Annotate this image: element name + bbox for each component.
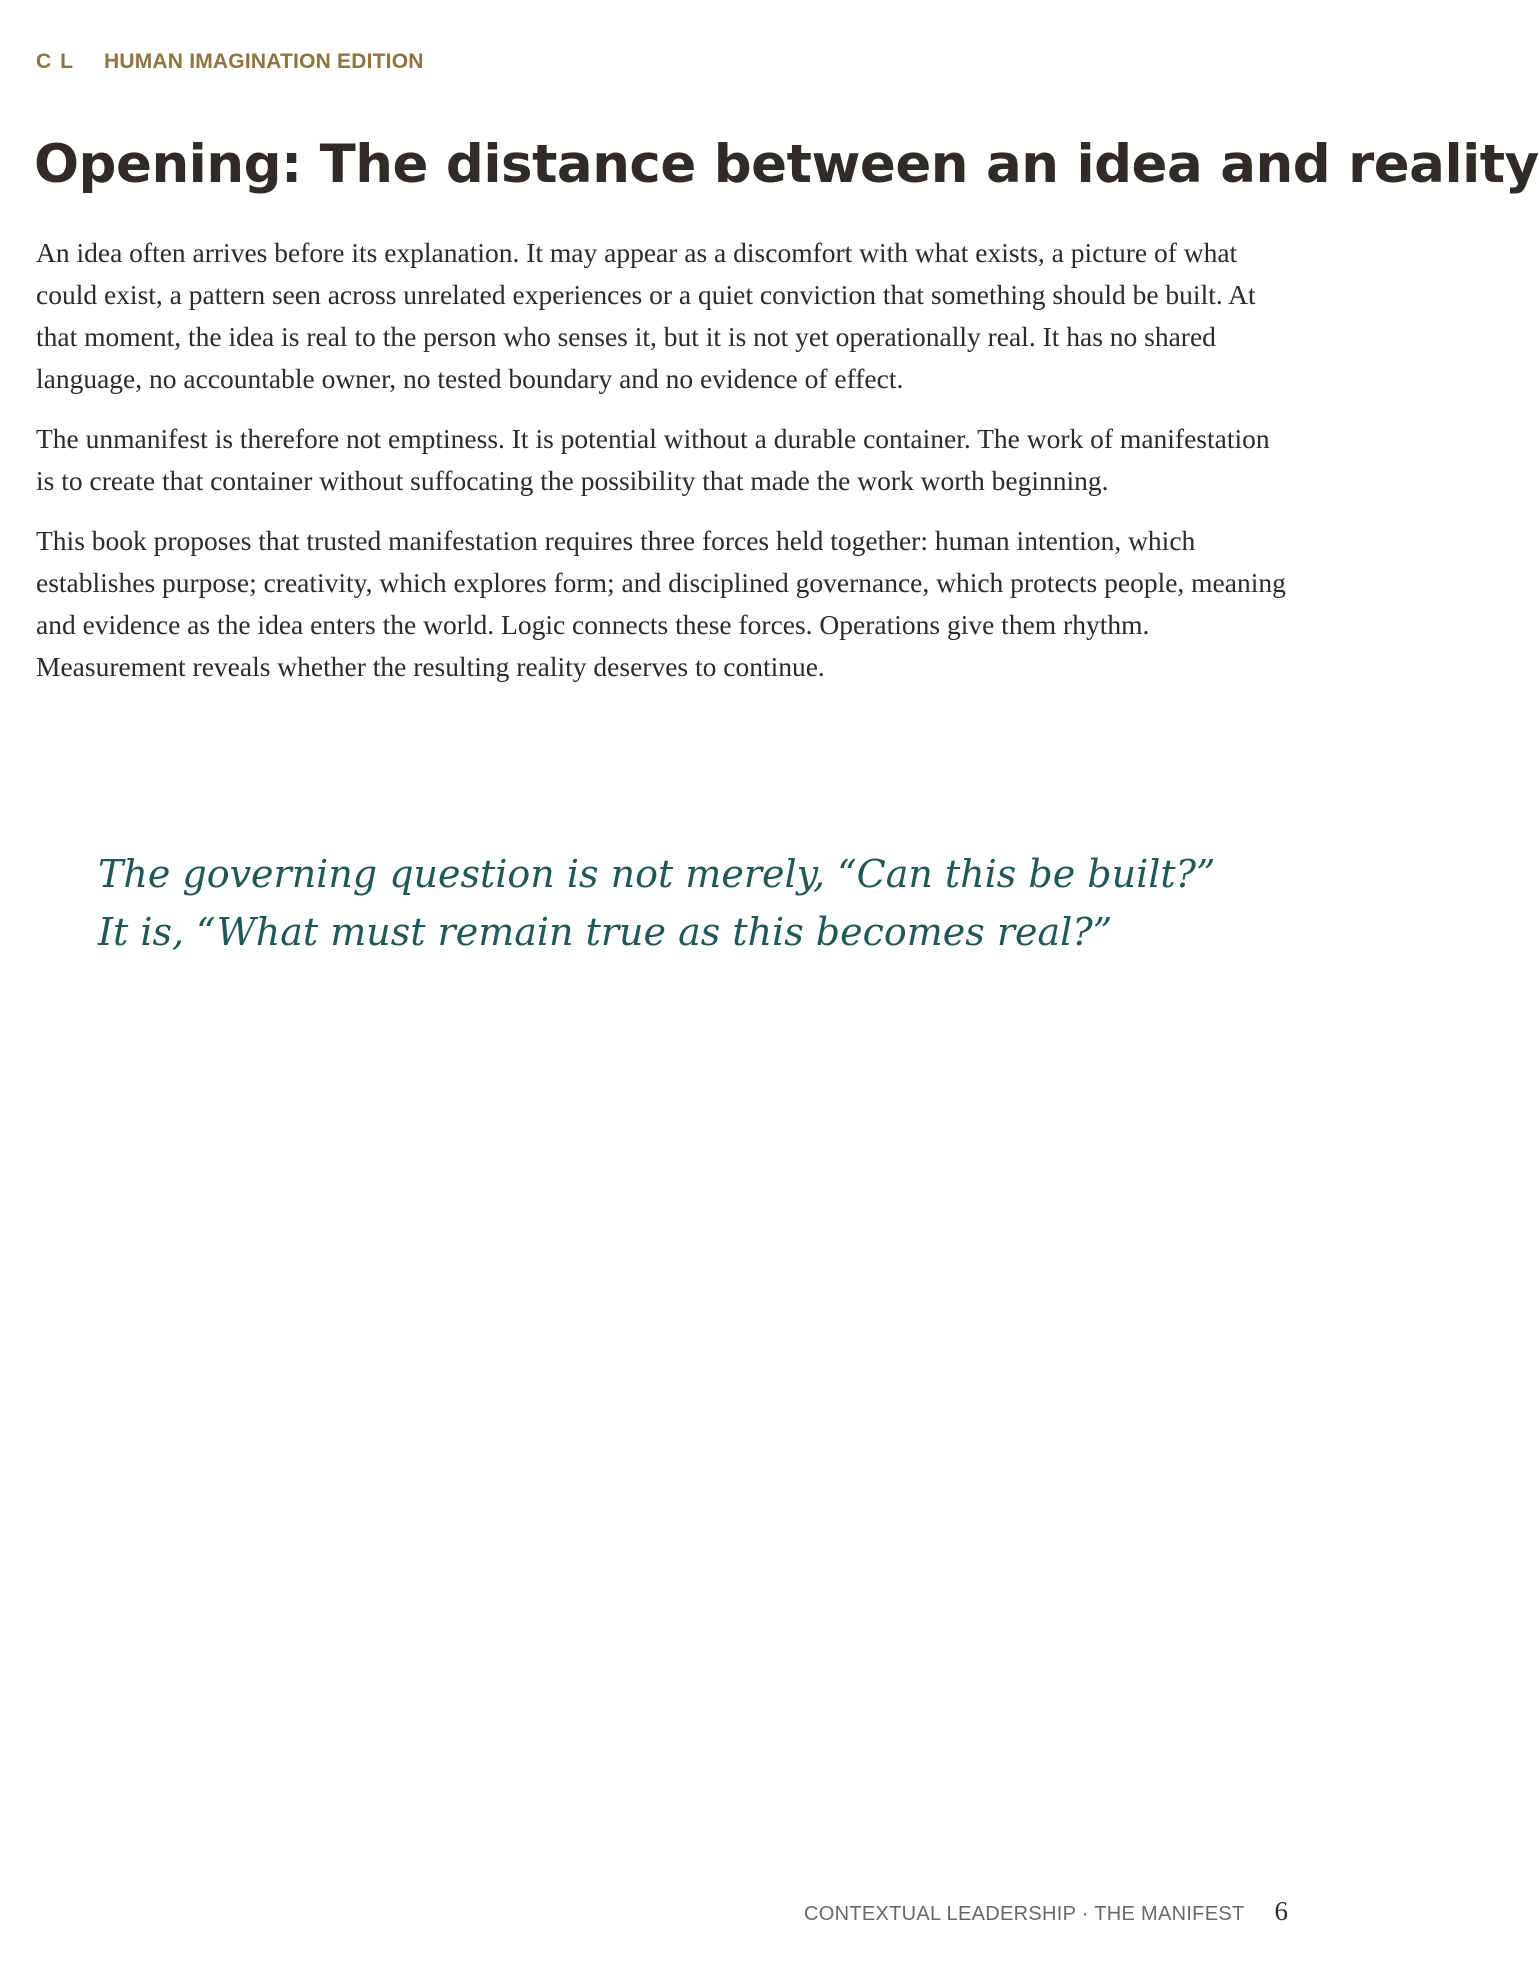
page-number: 6 — [1274, 1896, 1288, 1926]
paragraph: The unmanifest is therefore not emptiness. It is potential without a durable container. The work of manifestation is to create that container without suffocating the possibility that made the work worth beginning. — [36, 423, 1270, 496]
running-footer — [804, 1896, 1288, 1927]
brand-mark: CL — [36, 50, 82, 73]
edition-label: HUMAN IMAGINATION EDITION — [104, 50, 424, 73]
chapter-title: Opening: The distance between an idea and reality — [34, 134, 1539, 195]
running-header — [36, 50, 424, 74]
body-text — [36, 232, 1288, 706]
running-title: CONTEXTUAL LEADERSHIP · THE MANIFEST — [803, 1903, 1245, 1925]
paragraph: An idea often arrives before its explanation. It may appear as a discomfort with what exists, a picture of what could exist, a pattern seen across unrelated experiences or a quiet conviction that something should be built. At that moment, the idea is real to the person who senses it, but it is not yet operationally real. It has no shared language, no accountable owner, no tested boundary and no evidence of effect. — [36, 237, 1256, 394]
paragraph: This book proposes that trusted manifestation requires three forces held together: human intention, which establishes purpose; creativity, which explores form; and disciplined governance, which protects people, meaning and evidence as the idea enters the world. Logic connects these forces. Operations give them rhythm. Measurement reveals whether the resulting reality deserves to continue. — [36, 525, 1286, 682]
pull-quote: The governing question is not merely, “Can this be built?” It is, “What must remain true as this becomes real?” — [98, 852, 1216, 954]
